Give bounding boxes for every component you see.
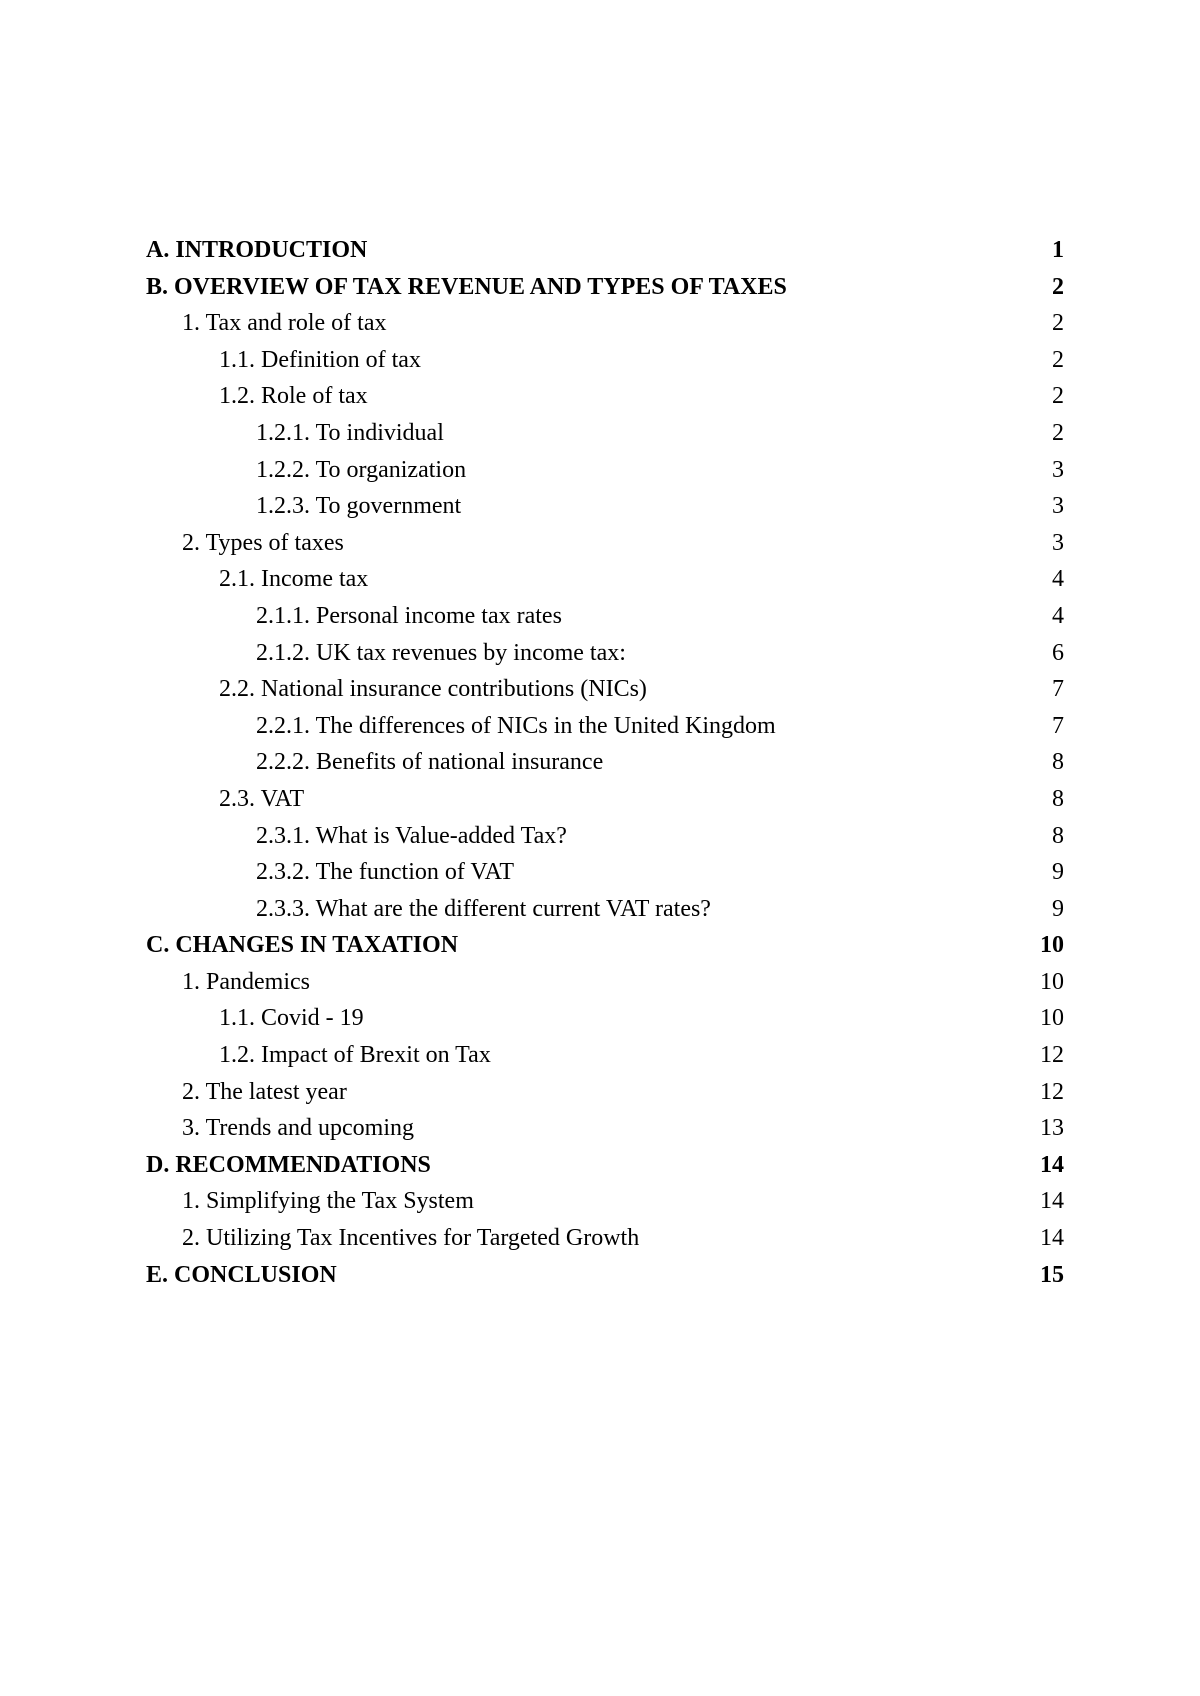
toc-entry-page-number: 4 — [1052, 566, 1064, 593]
toc-entry-title: 1.2. Impact of Brexit on Tax — [219, 1042, 491, 1069]
toc-entry-title: 1. Simplifying the Tax System — [182, 1188, 474, 1215]
toc-entry-title: 2.2. National insurance contributions (NICs) — [219, 676, 647, 703]
toc-entry[interactable] — [146, 1220, 1064, 1257]
toc-entry-title: D. RECOMMENDATIONS — [146, 1151, 431, 1178]
toc-entry-page-number: 2 — [1052, 346, 1064, 373]
toc-entry[interactable] — [146, 708, 1064, 745]
toc-entry[interactable] — [146, 598, 1064, 635]
toc-entry-page-number: 3 — [1052, 529, 1064, 556]
toc-entry-title: 1. Pandemics — [182, 968, 310, 995]
toc-entry[interactable] — [146, 1110, 1064, 1147]
toc-entry-page-number: 2 — [1052, 273, 1064, 300]
toc-entry[interactable] — [146, 525, 1064, 562]
toc-entry[interactable] — [146, 269, 1064, 306]
toc-entry-page-number: 13 — [1040, 1115, 1064, 1142]
toc-entry[interactable] — [146, 927, 1064, 964]
toc-entry-page-number: 3 — [1052, 456, 1064, 483]
toc-entry[interactable] — [146, 744, 1064, 781]
toc-entry-page-number: 12 — [1040, 1042, 1064, 1069]
toc-entry[interactable] — [146, 781, 1064, 818]
toc-entry[interactable] — [146, 854, 1064, 891]
toc-entry[interactable] — [146, 964, 1064, 1001]
toc-entry-page-number: 2 — [1052, 419, 1064, 446]
toc-entry[interactable] — [146, 635, 1064, 672]
toc-entry-title: 1.2.1. To individual — [256, 419, 444, 446]
toc-entry-title: B. OVERVIEW OF TAX REVENUE AND TYPES OF TAXES — [146, 273, 787, 300]
toc-entry-page-number: 12 — [1040, 1078, 1064, 1105]
toc-entry-page-number: 10 — [1040, 968, 1064, 995]
toc-entry[interactable] — [146, 1074, 1064, 1111]
toc-entry[interactable] — [146, 891, 1064, 928]
toc-entry-title: 2.1.1. Personal income tax rates — [256, 602, 562, 629]
toc-entry-title: 2. The latest year — [182, 1078, 347, 1105]
toc-entry-page-number: 2 — [1052, 310, 1064, 337]
toc-entry[interactable] — [146, 561, 1064, 598]
toc-entry[interactable] — [146, 818, 1064, 855]
toc-entry[interactable] — [146, 1037, 1064, 1074]
toc-entry[interactable] — [146, 1147, 1064, 1184]
toc-entry-title: 3. Trends and upcoming — [182, 1115, 415, 1142]
toc-entry-title: 1.2. Role of tax — [219, 383, 368, 410]
toc-entry-title: C. CHANGES IN TAXATION — [146, 932, 459, 959]
toc-entry-title: 2. Utilizing Tax Incentives for Targeted Growth — [182, 1225, 640, 1252]
toc-entry-page-number: 1 — [1052, 237, 1064, 263]
toc-entry[interactable] — [146, 1257, 1064, 1294]
toc-entry-title: 1.1. Definition of tax — [219, 346, 421, 373]
toc-entry-title: A. INTRODUCTION — [146, 237, 368, 263]
toc-entry[interactable] — [146, 378, 1064, 415]
toc-entry-page-number: 3 — [1052, 493, 1064, 520]
toc-entry[interactable] — [146, 232, 1064, 269]
toc-entry-page-number: 7 — [1052, 712, 1064, 739]
toc-entry[interactable] — [146, 305, 1064, 342]
toc-entry-page-number: 9 — [1052, 895, 1064, 922]
toc-entry-title: 1.2.3. To government — [256, 493, 462, 520]
toc-entry-title: 2. Types of taxes — [182, 529, 344, 556]
toc-entry[interactable] — [146, 1183, 1064, 1220]
toc-entry-page-number: 8 — [1052, 785, 1064, 812]
toc-entry-title: 2.3.1. What is Value-added Tax? — [256, 822, 567, 849]
toc-entry-page-number: 10 — [1040, 932, 1064, 959]
toc-entry[interactable] — [146, 342, 1064, 379]
toc-entry-title: 1. Tax and role of tax — [182, 310, 387, 337]
toc-entry-title: 1.1. Covid - 19 — [219, 1005, 364, 1032]
toc-entry[interactable] — [146, 415, 1064, 452]
toc-entry-title: 2.1. Income tax — [219, 566, 369, 593]
toc-entry[interactable] — [146, 488, 1064, 525]
toc-entry-page-number: 9 — [1052, 859, 1064, 886]
toc-entry-page-number: 14 — [1040, 1151, 1064, 1178]
toc-entry-title: 2.3.3. What are the different current VAT rates? — [256, 895, 711, 922]
toc-entry-title: 2.1.2. UK tax revenues by income tax: — [256, 639, 626, 666]
toc-entry-page-number: 8 — [1052, 822, 1064, 849]
table-of-contents — [146, 232, 1064, 1293]
toc-entry-page-number: 6 — [1052, 639, 1064, 666]
toc-entry[interactable] — [146, 671, 1064, 708]
toc-entry-title: 1.2.2. To organization — [256, 456, 467, 483]
toc-entry-page-number: 7 — [1052, 676, 1064, 703]
toc-entry-page-number: 15 — [1040, 1261, 1064, 1288]
toc-entry-page-number: 14 — [1040, 1188, 1064, 1215]
toc-entry-title: 2.3.2. The function of VAT — [256, 859, 514, 886]
toc-entry-title: 2.2.2. Benefits of national insurance — [256, 749, 604, 776]
toc-entry-page-number: 10 — [1040, 1005, 1064, 1032]
toc-entry[interactable] — [146, 1000, 1064, 1037]
toc-entry-title: E. CONCLUSION — [146, 1261, 337, 1288]
toc-entry-page-number: 4 — [1052, 602, 1064, 629]
toc-entry-page-number: 14 — [1040, 1225, 1064, 1252]
toc-entry-page-number: 8 — [1052, 749, 1064, 776]
toc-entry[interactable] — [146, 452, 1064, 489]
toc-entry-page-number: 2 — [1052, 383, 1064, 410]
toc-entry-title: 2.2.1. The differences of NICs in the United Kingdom — [256, 712, 776, 739]
toc-entry-title: 2.3. VAT — [219, 785, 305, 812]
